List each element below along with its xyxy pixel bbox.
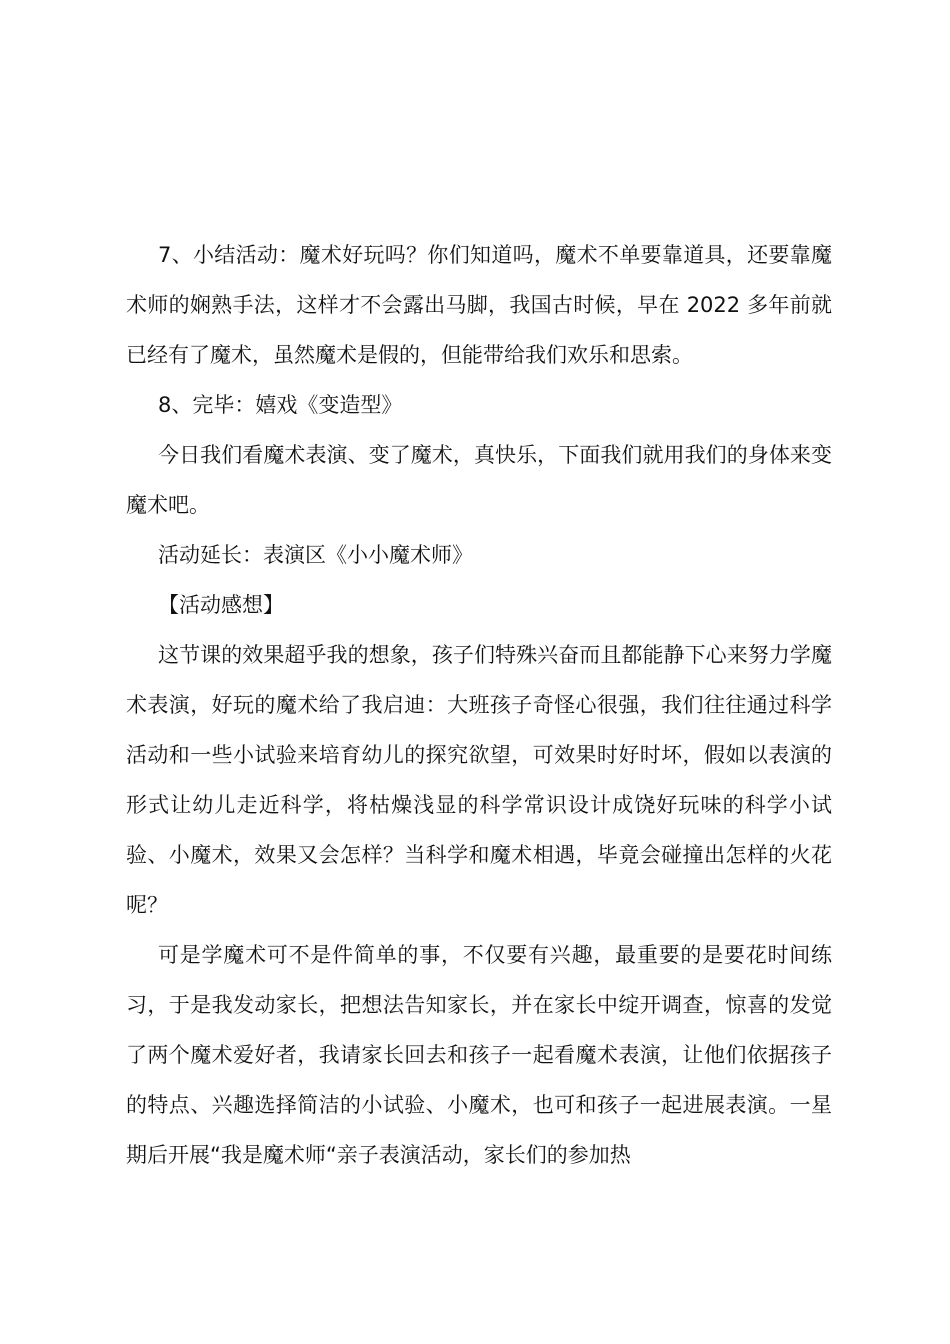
paragraph-reflection-1: 这节课的效果超乎我的想象，孩子们特殊兴奋而且都能静下心来努力学魔术表演，好玩的魔术给了我启迪：大班孩子奇怪心很强，我们往往通过科学活动和一些小试验来培育幼儿的探究欲望，可效果时好时坏，假如以表演的形式让幼儿走近科学，将枯燥浅显的科学常识设计成饶好玩味的科学小试验、小魔术，效果又会怎样？当科学和魔术相遇，毕竟会碰撞出怎样的火花呢？ (126, 643, 832, 917)
paragraph-body-magic: 今日我们看魔术表演、变了魔术，真快乐，下面我们就用我们的身体来变魔术吧。 (126, 443, 832, 517)
paragraph-activity-extension: 活动延长：表演区《小小魔术师》 (158, 543, 473, 567)
document-body (126, 230, 832, 1180)
paragraph-summary-activity: 7、小结活动：魔术好玩吗？你们知道吗，魔术不单要靠道具，还要靠魔术师的娴熟手法，这样才不会露出马脚，我国古时候，早在 2022 多年前就已经有了魔术，虽然魔术是假的，但能带给我们欢乐和思索。 (126, 243, 832, 367)
paragraph-game-ending: 8、完毕：嬉戏《变造型》 (158, 393, 403, 417)
section-heading-reflection: 【活动感想】 (158, 593, 284, 617)
paragraph-reflection-2: 可是学魔术可不是件简单的事，不仅要有兴趣，最重要的是要花时间练习，于是我发动家长，把想法告知家长，并在家长中绽开调查，惊喜的发觉了两个魔术爱好者，我请家长回去和孩子一起看魔术表演，让他们依据孩子的特点、兴趣选择简洁的小试验、小魔术，也可和孩子一起进展表演。一星期后开展“我是魔术师“亲子表演活动，家长们的参加热 (126, 943, 832, 1167)
